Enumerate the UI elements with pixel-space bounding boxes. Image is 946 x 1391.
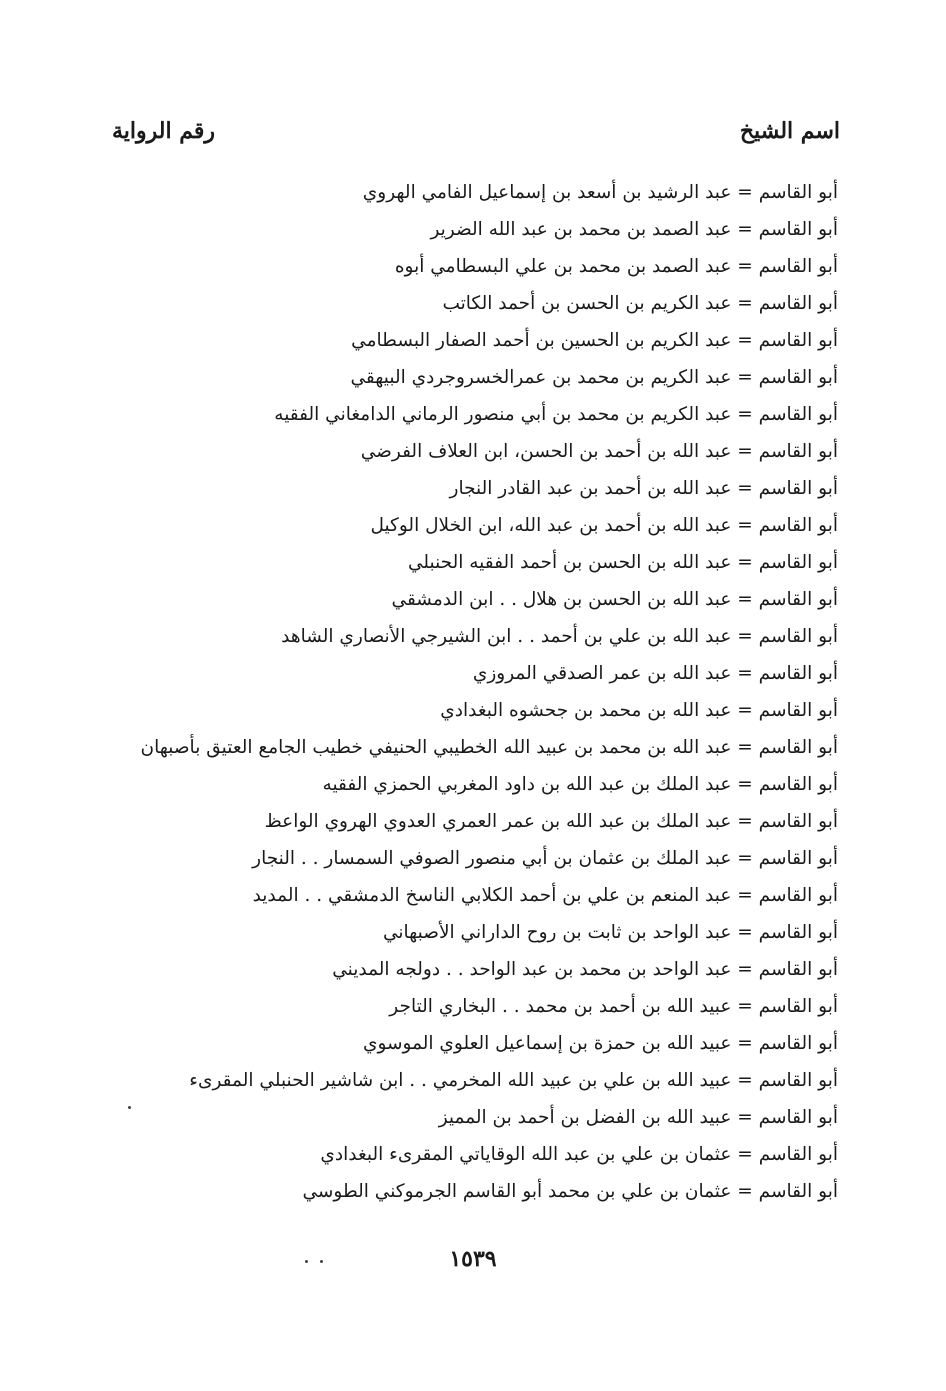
sheikh-name-column-header: اسم الشيخ <box>739 118 840 144</box>
list-item: أبو القاسم = عبيد الله بن الفضل بن أحمد بن المميز <box>438 1107 838 1128</box>
list-item: أبو القاسم = عبد الصمد بن محمد بن علي البسطامي أبوه <box>394 256 838 277</box>
list-item: أبو القاسم = عبد الكريم بن الحسين بن أحمد الصفار البسطامي <box>351 330 838 351</box>
page-number: ١٥٣٩ <box>449 1246 497 1272</box>
list-item: أبو القاسم = عبد الله بن عمر الصدقي المروزي <box>472 663 838 684</box>
list-item: أبو القاسم = عبد الصمد بن محمد بن عبد الله الضرير <box>430 219 838 240</box>
list-item: أبو القاسم = عبد الله بن الحسن بن هلال . . ابن الدمشقي <box>391 589 838 610</box>
list-item: أبو القاسم = عبد الله بن محمد بن عبيد الله الخطيبي الحنيفي خطيب الجامع العتيق بأصبهان <box>140 737 838 758</box>
list-item: أبو القاسم = عبد الله بن علي بن أحمد . . ابن الشيرجي الأنصاري الشاهد <box>281 626 838 647</box>
list-item: أبو القاسم = عثمان بن علي بن عبد الله الوقاياتي المقرىء البغدادي <box>320 1144 838 1165</box>
list-item: أبو القاسم = عبد الملك بن عثمان بن أبي منصور الصوفي السمسار . . النجار <box>252 848 838 869</box>
list-item: أبو القاسم = عبد الكريم بن محمد بن أبي منصور الرماني الدامغاني الفقيه <box>274 404 838 425</box>
list-item: أبو القاسم = عبد الملك بن عبد الله بن داود المغربي الحمزي الفقيه <box>322 774 838 795</box>
list-item: أبو القاسم = عبد الله بن أحمد بن عبد القادر النجار <box>449 478 838 499</box>
list-item: أبو القاسم = عبد الله بن أحمد بن الحسن، ابن العلاف الفرضي <box>360 441 838 462</box>
list-item: أبو القاسم = عبد الملك بن عبد الله بن عمر العمري العدوي الهروي الواعظ <box>264 811 838 832</box>
list-item: أبو القاسم = عبيد الله بن حمزة بن إسماعيل العلوي الموسوي <box>362 1033 838 1054</box>
list-item: أبو القاسم = عبد الواحد بن محمد بن عبد الواحد . . دولجه المديني <box>332 959 838 980</box>
list-item: أبو القاسم = عبد المنعم بن علي بن أحمد الكلابي الناسخ الدمشقي . . المديد <box>252 885 838 906</box>
list-item: أبو القاسم = عبد الله بن محمد بن جحشوه البغدادي <box>440 700 838 721</box>
scan-speck <box>128 1106 131 1109</box>
list-item: أبو القاسم = عثمان بن علي بن محمد أبو القاسم الجرموكني الطوسي <box>302 1181 838 1202</box>
list-item: أبو القاسم = عبيد الله بن أحمد بن محمد . . البخاري التاجر <box>389 996 838 1017</box>
list-item: أبو القاسم = عبد الكريم بن محمد بن عمرالخسروجردي البيهقي <box>350 367 838 388</box>
list-item: أبو القاسم = عبد الله بن أحمد بن عبد الله، ابن الخلال الوكيل <box>370 515 838 536</box>
list-item: أبو القاسم = عبد الواحد بن ثابت بن روح الداراني الأصبهاني <box>382 922 838 943</box>
narration-number-column-header: رقم الرواية <box>112 118 216 144</box>
list-item: أبو القاسم = عبد الرشيد بن أسعد بن إسماعيل الفامي الهروي <box>362 182 838 203</box>
list-item: أبو القاسم = عبد الله بن الحسن بن أحمد الفقيه الحنبلي <box>407 552 838 573</box>
list-item: أبو القاسم = عبيد الله بن علي بن عبيد الله المخرمي . . ابن شاشير الحنبلي المقرىء <box>189 1070 838 1091</box>
sheikh-entries-list <box>138 174 838 1210</box>
list-item: أبو القاسم = عبد الكريم بن الحسن بن أحمد الكاتب <box>442 293 838 314</box>
